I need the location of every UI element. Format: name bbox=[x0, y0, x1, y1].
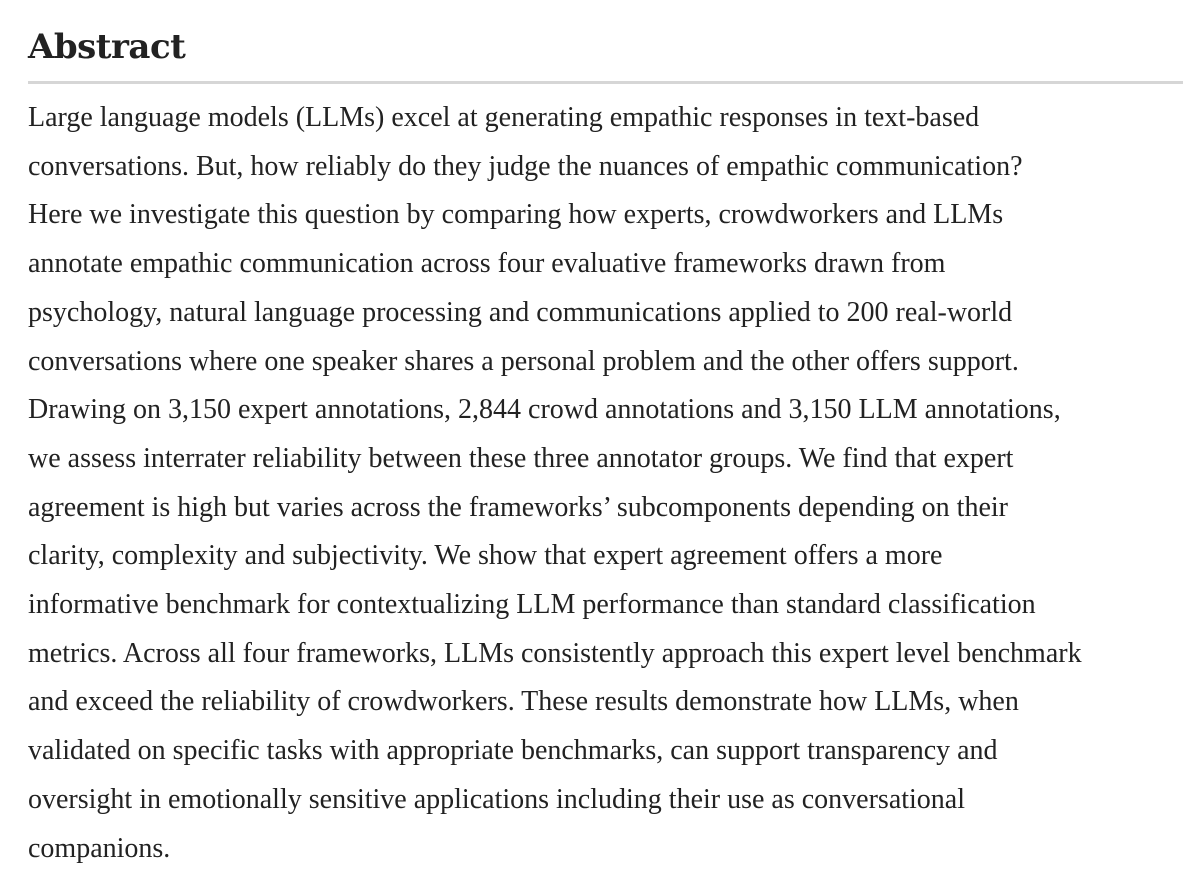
abstract-line: Here we investigate this question by comparing how experts, crowdworkers and LLMs bbox=[28, 199, 1004, 231]
abstract-line: validated on specific tasks with appropriate benchmarks, can support transparency and bbox=[28, 735, 998, 767]
abstract-line: clarity, complexity and subjectivity. We show that expert agreement offers a more bbox=[28, 540, 943, 572]
abstract-line: Large language models (LLMs) excel at generating empathic responses in text-based bbox=[28, 102, 980, 133]
abstract-section bbox=[28, 18, 1184, 873]
abstract-line: metrics. Across all four frameworks, LLMs consistently approach this expert level benchmark bbox=[28, 637, 1082, 669]
abstract-heading: Abstract bbox=[28, 27, 186, 67]
abstract-line: Drawing on 3,150 expert annotations, 2,844 crowd annotations and 3,150 LLM annotations, bbox=[28, 394, 1061, 426]
abstract-line: we assess interrater reliability between these three annotator groups. We find that expert bbox=[28, 442, 1014, 474]
abstract-body bbox=[28, 94, 1184, 873]
abstract-line: psychology, natural language processing and communications applied to 200 real-world bbox=[28, 296, 1013, 328]
abstract-line: companions. bbox=[28, 832, 171, 864]
abstract-line: oversight in emotionally sensitive applications including their use as conversational bbox=[28, 783, 966, 815]
heading-divider bbox=[28, 81, 1183, 84]
abstract-line: conversations. But, how reliably do they judge the nuances of empathic communication? bbox=[28, 150, 1023, 182]
abstract-line: conversations where one speaker shares a personal problem and the other offers support. bbox=[28, 345, 1019, 377]
abstract-line: annotate empathic communication across four evaluative frameworks drawn from bbox=[28, 248, 946, 280]
abstract-line: and exceed the reliability of crowdworkers. These results demonstrate how LLMs, when bbox=[28, 686, 1019, 718]
abstract-line: agreement is high but varies across the frameworks’ subcomponents depending on their bbox=[28, 491, 1008, 523]
abstract-line: informative benchmark for contextualizing LLM performance than standard classification bbox=[28, 589, 1036, 621]
